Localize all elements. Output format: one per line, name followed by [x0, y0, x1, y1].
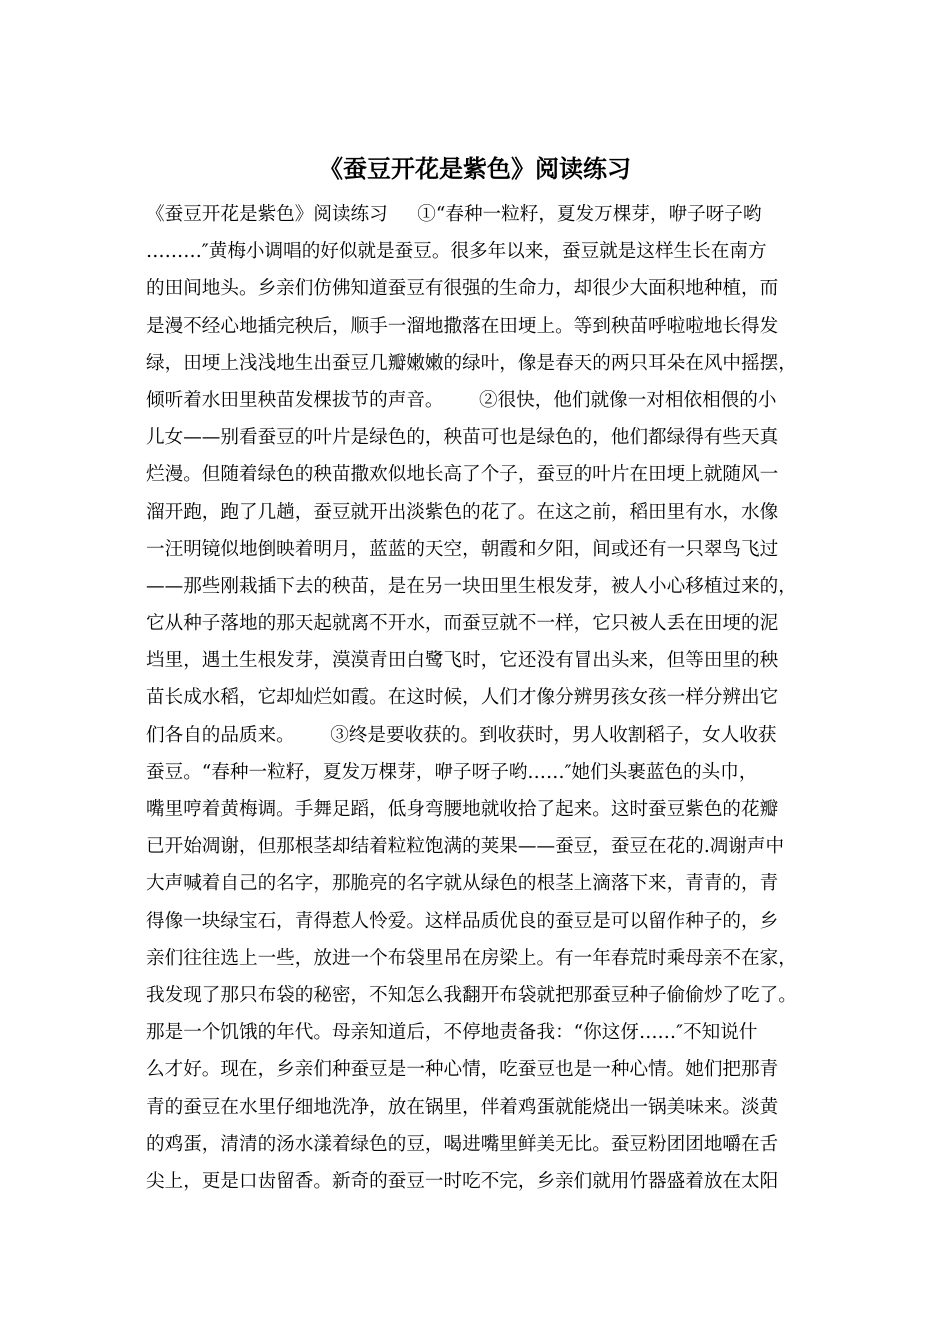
body-text-line: ——那些刚栽插下去的秧苗，是在另一块田里生根发芽，被人小心移植过来的，: [146, 575, 797, 597]
body-text-line: 亲们往往选上一些，放进一个布袋里吊在房梁上。有一年春荒时乘母亲不在家，: [146, 947, 797, 969]
body-text-line: 已开始凋谢，但那根茎却结着粒粒饱满的荚果——蚕豆，蚕豆在花的.凋谢声中: [146, 836, 785, 858]
body-text-line: 一汪明镜似地倒映着明月，蓝蓝的天空，朝霞和夕阳，间或还有一只翠鸟飞过: [146, 538, 779, 560]
body-text-line: 我发现了那只布袋的秘密，不知怎么我翻开布袋就把那蚕豆种子偷偷炒了吃了。: [146, 984, 797, 1006]
body-text-line: 儿女——别看蚕豆的叶片是绿色的，秧苗可也是绿色的，他们都绿得有些天真: [146, 427, 779, 449]
body-text-line: 尖上，更是口齿留香。新奇的蚕豆一时吃不完，乡亲们就用竹器盛着放在太阳: [146, 1170, 779, 1192]
body-text-line: 溜开跑，跑了几趟，蚕豆就开出淡紫色的花了。在这之前，稻田里有水，水像: [146, 501, 779, 523]
body-text-line: 青的蚕豆在水里仔细地洗净，放在锅里，伴着鸡蛋就能烧出一锅美味来。淡黄: [146, 1096, 779, 1118]
body-text-line: 的田间地头。乡亲们仿佛知道蚕豆有很强的生命力，却很少大面积地种植，而: [146, 278, 779, 300]
body-text-line: 蚕豆。“春种一粒籽，夏发万棵芽，咿子呀子哟……″她们头裹蓝色的头巾，: [146, 761, 758, 783]
body-text-line: 们各自的品质来。 ③终是要收获的。到收获时，男人收割稻子，女人收获: [146, 724, 777, 746]
body-text-line: 烂漫。但随着绿色的秧苗撒欢似地长高了个子，蚕豆的叶片在田埂上就随风一: [146, 464, 779, 486]
body-text-line: 《蚕豆开花是紫色》阅读练习 ①“春种一粒籽，夏发万棵芽，咿子呀子哟: [146, 204, 762, 225]
document-title: 《蚕豆开花是紫色》阅读练习: [319, 154, 631, 183]
body-text-line: 的鸡蛋，清清的汤水漾着绿色的豆，喝进嘴里鲜美无比。蚕豆粉团团地嚼在舌: [146, 1133, 779, 1155]
body-text-line: 是漫不经心地插完秧后，顺手一溜地撒落在田埂上。等到秧苗呼啦啦地长得发: [146, 315, 779, 337]
body-text-line: 绿，田埂上浅浅地生出蚕豆几瓣嫩嫩的绿叶，像是春天的两只耳朵在风中摇摆，: [146, 352, 797, 374]
body-text-line: 那是一个饥饿的年代。母亲知道后，不停地责备我：“你这伢……″不知说什: [146, 1022, 758, 1044]
body-text-line: 么才好。现在，乡亲们种蚕豆是一种心情，吃蚕豆也是一种心情。她们把那青: [146, 1059, 779, 1081]
body-text-line: 苗长成水稻，它却灿烂如霞。在这时候，人们才像分辨男孩女孩一样分辨出它: [146, 687, 779, 709]
body-text-line: 倾听着水田里秧苗发棵拔节的声音。 ②很快，他们就像一对相依相偎的小: [146, 389, 777, 411]
body-text-line: 得像一块绿宝石，青得惹人怜爱。这样品质优良的蚕豆是可以留作种子的，乡: [146, 910, 779, 932]
body-text-line: ………″黄梅小调唱的好似就是蚕豆。很多年以来，蚕豆就是这样生长在南方: [146, 241, 767, 263]
document-body: [146, 196, 826, 1200]
body-text-line: 垱里，遇土生根发芽，漠漠青田白鹭飞时，它还没有冒出头来，但等田里的秧: [146, 650, 779, 672]
body-text-line: 大声喊着自己的名字，那脆亮的名字就从绿色的根茎上滴落下来，青青的，青: [146, 873, 779, 895]
body-text-line: 嘴里哼着黄梅调。手舞足蹈，低身弯腰地就收拾了起来。这时蚕豆紫色的花瓣: [146, 799, 779, 820]
body-text-line: 它从种子落地的那天起就离不开水，而蚕豆就不一样，它只被人丢在田埂的泥: [146, 613, 779, 635]
